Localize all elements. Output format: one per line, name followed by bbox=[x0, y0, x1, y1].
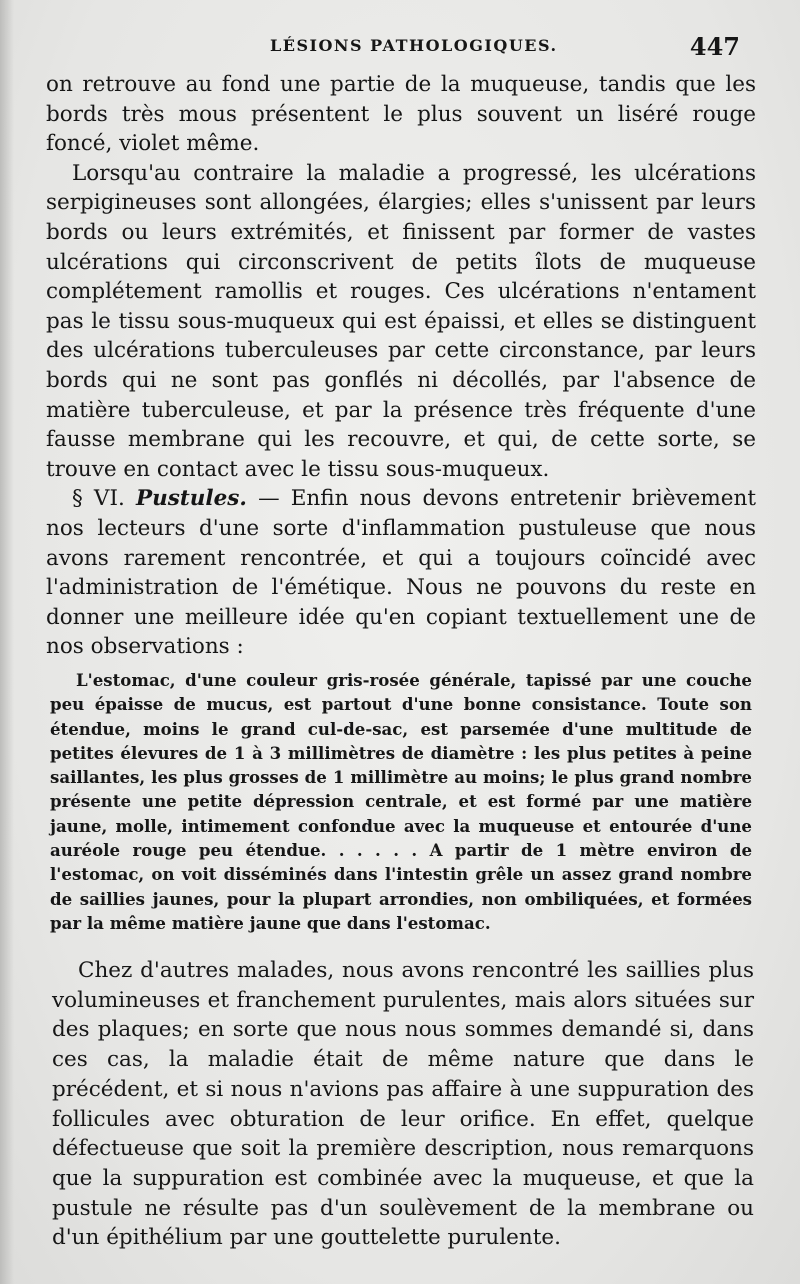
running-title: LÉSIONS PATHOLOGIQUES. bbox=[270, 36, 558, 55]
quotation-text: L'estomac, d'une couleur gris-rosée générale, tapissé par une couche peu épaisse de mucus, est partout d'une bonne consistance. Toute son étendue, moins le grand cul-de-sac, est parsemée d'une multitude de petites élevures de 1 à 3 millimètres de diamètre : les plus petites à peine saillantes, les plus grosses de 1 millimètre au moins; le plus grand nombre présente une petite dépression centrale, et est formé par une matière jaune, molle, intimement confondue avec la muqueuse et entourée d'une auréole rouge peu étendue. . . . . . A partir de 1 mètre environ de l'estomac, on voit disséminés dans l'intestin grêle un assez grand nombre de saillies jaunes, pour la plupart arrondies, non ombiliquées, et formées par la même matière jaune que dans l'estomac. bbox=[50, 670, 752, 933]
page-number: 447 bbox=[689, 32, 740, 61]
main-text bbox=[46, 70, 756, 662]
section-title: Pustules. bbox=[135, 486, 247, 512]
section-number: § VI. bbox=[72, 486, 125, 512]
paragraph-pustules-text: — Enfin nous devons entretenir brièvement nos lecteurs d'une sorte d'inflammation pustuleuse que nous avons rarement rencontrée, et qui a toujours coïncidé avec l'administration de l'émétique. Nous ne pouvons du reste en donner une meilleure idée qu'en copiant textuellement une de nos observations : bbox=[46, 486, 756, 660]
closing-text bbox=[52, 956, 754, 1253]
page-gutter-shadow bbox=[0, 0, 14, 1284]
paragraph-closing: Chez d'autres malades, nous avons rencontré les saillies plus volumineuses et franchement purulentes, mais alors situées sur des plaques; en sorte que nous nous sommes demandé si, dans ces cas, la maladie était de même nature que dans le précédent, et si nous n'avions pas affaire à une suppuration des follicules avec obturation de leur orifice. En effet, quelque défectueuse que soit la première description, nous remarquons que la suppuration est combinée avec la muqueuse, et que la pustule ne résulte pas d'un soulèvement de la membrane ou d'un épithélium par une gouttelette purulente. bbox=[52, 958, 754, 1251]
observation-quotation bbox=[50, 668, 752, 935]
paragraph-ulcerations: Lorsqu'au contraire la maladie a progressé, les ulcérations serpigineuses sont allongées, élargies; elles s'unissent par leurs bords ou leurs extrémités, et finissent par former de vastes ulcérations qui circonscrivent de petits îlots de muqueuse complétement ramollis et rouges. Ces ulcérations n'entament pas le tissu sous-muqueux qui est épaissi, et elles se distinguent des ulcérations tuberculeuses par cette circonstance, par leurs bords qui ne sont pas gonflés ni décollés, par l'absence de matière tuberculeuse, et par la présence très fréquente d'une fausse membrane qui les recouvre, et qui, de cette sorte, se trouve en contact avec le tissu sous-muqueux. bbox=[46, 160, 756, 482]
running-head bbox=[46, 34, 746, 60]
paragraph-pustules bbox=[46, 484, 756, 662]
paragraph-continuation: on retrouve au fond une partie de la muqueuse, tandis que les bords très mous présentent le plus souvent un liséré rouge foncé, violet même. bbox=[46, 72, 756, 157]
